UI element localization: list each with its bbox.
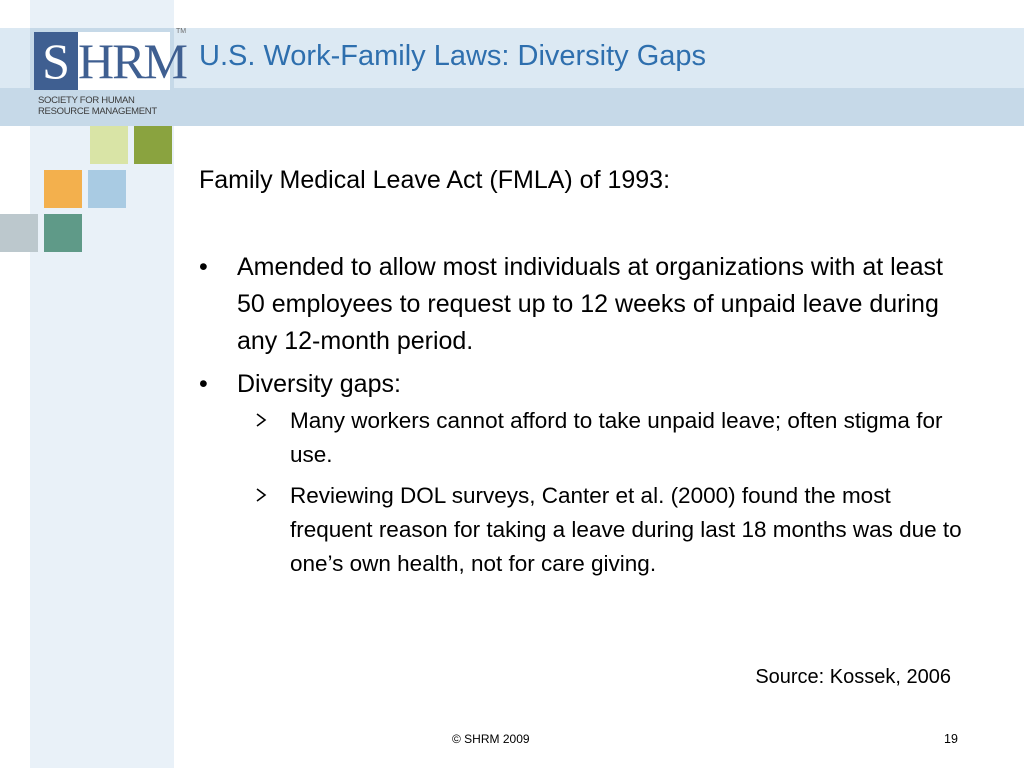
bullet-dot: •	[199, 253, 208, 281]
bullet-list	[199, 249, 989, 581]
arrow-bullet-icon	[255, 412, 267, 428]
bullet-text: Amended to allow most individuals at organizations with at least 50 employees to request up to 12 weeks of unpaid leave during any 12-month period.	[237, 253, 943, 355]
sub-bullet-item	[245, 479, 970, 581]
logo-name-line2: RESOURCE MANAGEMENT	[38, 106, 157, 117]
arrow-bullet-icon	[255, 487, 267, 503]
bullet-text: Diversity gaps:	[237, 370, 401, 398]
logo-letter-s: S	[34, 32, 78, 90]
logo-name-line1: SOCIETY FOR HUMAN	[38, 95, 135, 106]
sub-bullet-list	[237, 404, 962, 581]
bullet-item	[199, 366, 962, 581]
sub-bullet-text: Many workers cannot afford to take unpaid leave; often stigma for use.	[290, 408, 943, 467]
sub-bullet-text: Reviewing DOL surveys, Canter et al. (2000) found the most frequent reason for taking a leave during last 18 months was due to one’s own health, not for care giving.	[290, 483, 962, 576]
sub-bullet-item	[245, 404, 970, 472]
footer-copyright: © SHRM 2009	[452, 732, 530, 746]
logo-letters-hrm: HRM	[78, 33, 186, 89]
bullet-item	[199, 249, 957, 360]
intro-line: Family Medical Leave Act (FMLA) of 1993:	[199, 166, 671, 194]
page-number: 19	[944, 732, 958, 746]
decor-square-orange	[44, 170, 82, 208]
logo-trademark: TM	[176, 28, 187, 35]
decor-square-green	[134, 126, 172, 164]
decor-square-light-blue	[88, 170, 126, 208]
logo-organization-name	[38, 95, 172, 117]
bullet-dot: •	[199, 370, 208, 398]
slide-content	[199, 161, 989, 588]
decor-square-teal	[44, 214, 82, 252]
source-citation: Source: Kossek, 2006	[755, 666, 951, 688]
decor-square-yellow-green	[90, 126, 128, 164]
logo-wordmark	[34, 32, 186, 90]
slide-title: U.S. Work-Family Laws: Diversity Gaps	[199, 40, 707, 72]
decor-square-grey	[0, 214, 38, 252]
